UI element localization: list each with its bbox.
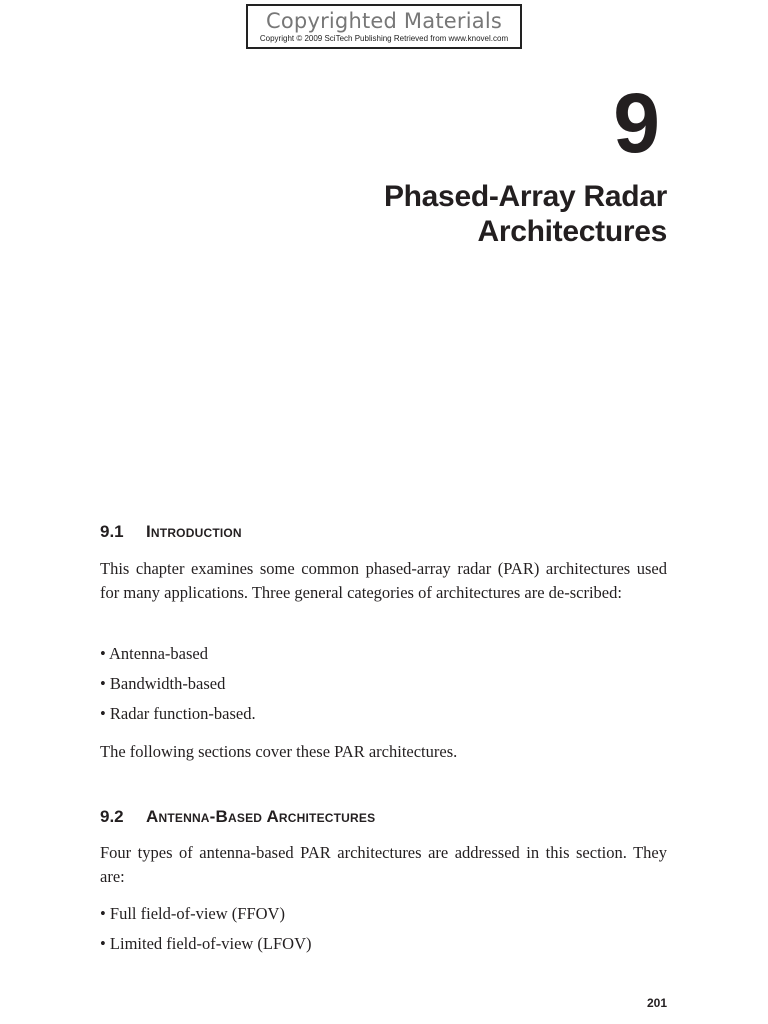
- bullet-item: • Radar function-based.: [100, 704, 256, 723]
- antenna-intro-paragraph: Four types of antenna-based PAR architectures are addressed in this section. They are:: [100, 843, 667, 886]
- section-title: Introduction: [146, 522, 242, 541]
- bullet-item: • Limited field-of-view (LFOV): [100, 934, 312, 953]
- chapter-title-line-1: Phased-Array Radar: [383, 180, 667, 213]
- chapter-number: 9: [613, 76, 660, 170]
- chapter-title: [307, 179, 667, 249]
- closing-paragraph: The following sections cover these PAR architectures.: [100, 742, 458, 761]
- intro-paragraph: This chapter examines some common phased-array radar (PAR) architectures used for many applications. Three general categories of architectures are de-scribed:: [100, 559, 667, 602]
- page-number: 201: [646, 996, 667, 1010]
- bullet-item: • Bandwidth-based: [100, 674, 226, 693]
- section-heading-9-1: [100, 522, 242, 542]
- copyright-watermark-stamp: [246, 4, 522, 49]
- watermark-subtitle: Copyright © 2009 SciTech Publishing Retrieved from www.knovel.com: [259, 34, 509, 43]
- bullet-item: • Full field-of-view (FFOV): [100, 904, 285, 923]
- chapter-title-line-2: Architectures: [477, 215, 667, 248]
- section-heading-9-2: [100, 807, 375, 827]
- section-number: 9.2: [100, 807, 124, 826]
- bullet-item: • Antenna-based: [100, 644, 208, 663]
- section-title: Antenna-Based Architectures: [146, 807, 376, 826]
- watermark-title: Copyrighted Materials: [266, 9, 502, 33]
- section-number: 9.1: [100, 522, 124, 541]
